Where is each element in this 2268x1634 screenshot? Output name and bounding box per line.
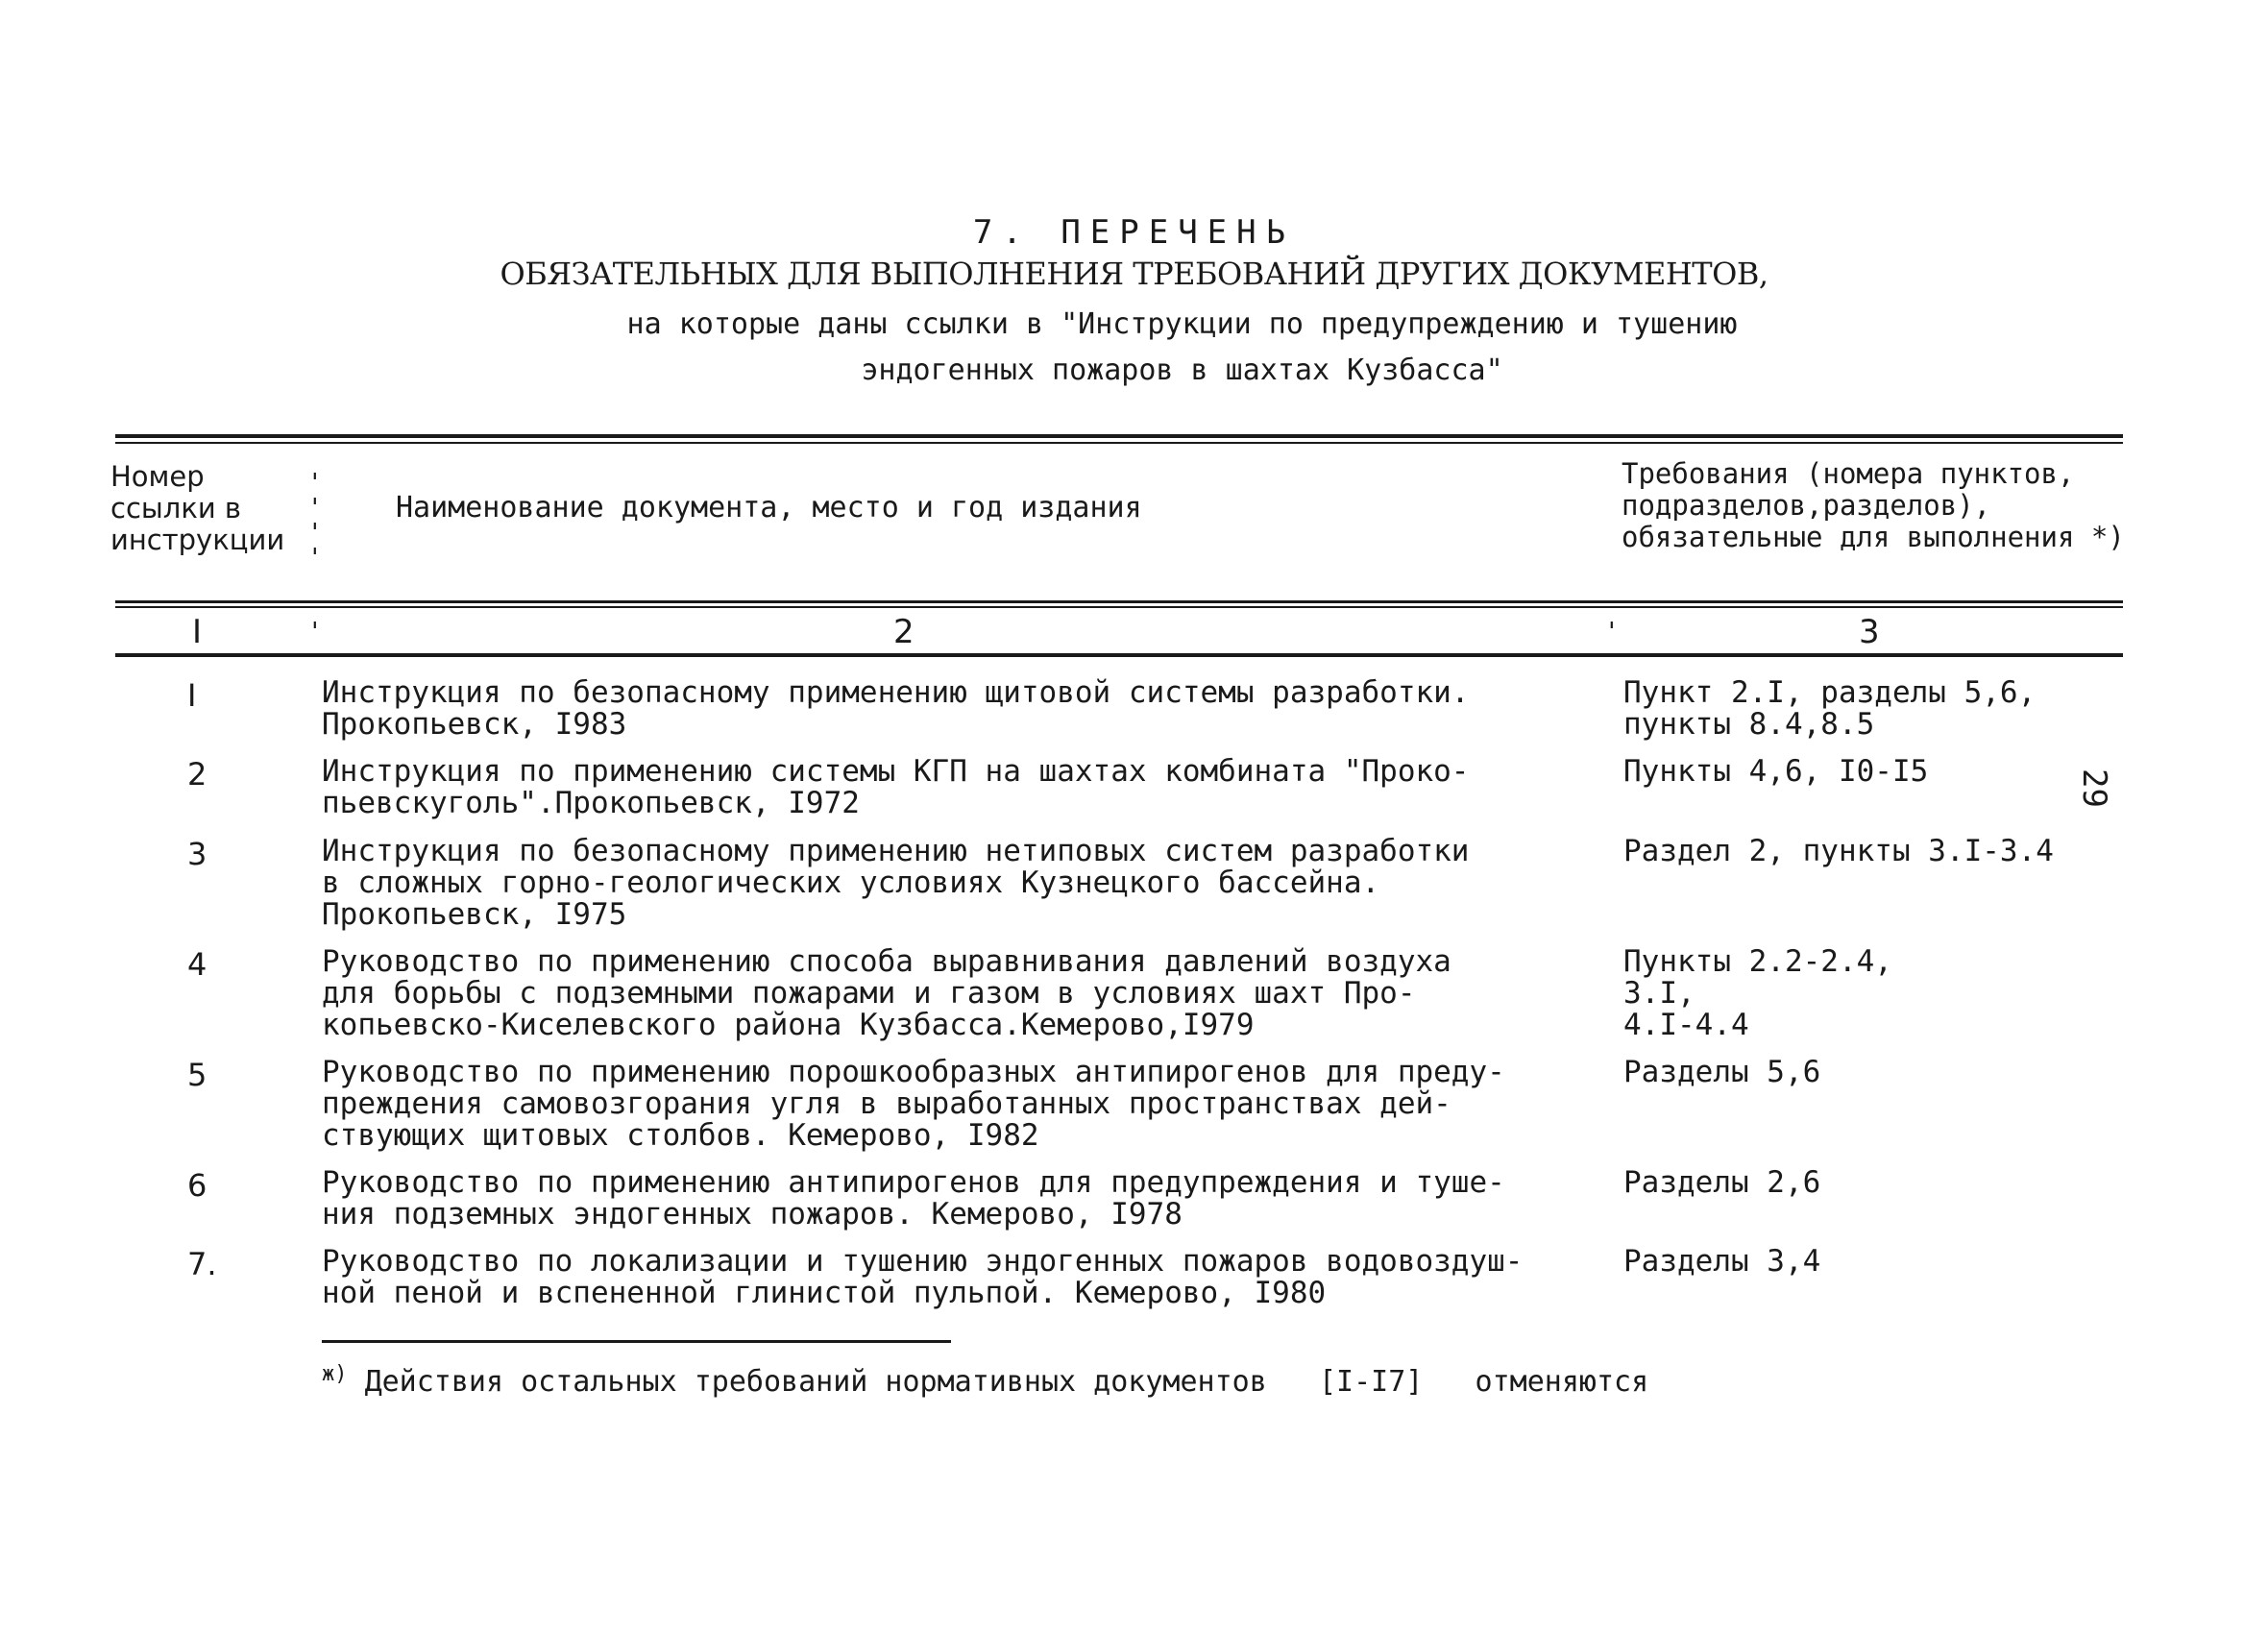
page-title: 7. ПЕРЕЧЕНЬ — [972, 213, 1296, 252]
row-document: Руководство по локализации и тушению эндогенных пожаров водовоздуш- ной пеной и вспененной глинистой пульпой. Кемерово, I980 — [322, 1244, 1524, 1310]
row-requirements: Разделы 5,6 — [1623, 1055, 1821, 1089]
row-number: 7. — [187, 1246, 217, 1282]
table-top-rule — [115, 434, 2123, 438]
row-requirements: Разделы 2,6 — [1623, 1165, 1821, 1200]
footnote-range: [I-I7] — [1318, 1365, 1424, 1399]
footnote — [322, 1362, 1648, 1399]
column-separator: ' ' ' ' — [307, 469, 323, 573]
row-number: 5 — [187, 1057, 207, 1093]
row-number: 2 — [187, 756, 207, 793]
footnote-rule — [322, 1340, 951, 1343]
page-number: 29 — [2075, 768, 2113, 808]
column-number-2: 2 — [893, 613, 915, 651]
row-document: Руководство по применению антипирогенов для предупреждения и туше- ния подземных эндогенных пожаров. Кемерово, I978 — [322, 1165, 1505, 1232]
footnote-text: Действия остальных требований нормативных документов — [364, 1365, 1267, 1399]
header-requirements: Требования (номера пунктов, подразделов,разделов), обязательные для выполнения *) — [1622, 457, 2125, 553]
column-number-3: 3 — [1859, 613, 1880, 651]
row-document: Руководство по применению порошкообразных антипирогенов для преду- преждения самовозгорания угля в выработанных пространствах дей- ствующих щитовых столбов. Кемерово, I982 — [322, 1055, 1505, 1153]
footnote-tail: отменяются — [1475, 1365, 1649, 1399]
column-separator: ' — [1604, 618, 1620, 646]
row-number: I — [187, 677, 197, 714]
subtitle-line-3: на которые даны ссылки в "Инструкции по предупреждению и тушению — [626, 307, 1738, 341]
table-top-rule-thin — [115, 442, 2123, 444]
subtitle-line-4: эндогенных пожаров в шахтах Кузбасса" — [861, 354, 1503, 387]
column-numbers-rule — [115, 653, 2123, 657]
row-document: Инструкция по безопасному применению щитовой системы разработки. Прокопьевск, I983 — [322, 675, 1470, 742]
row-requirements: Раздел 2, пункты 3.I-3.4 — [1623, 834, 2054, 868]
row-document: Инструкция по безопасному применению нетиповых систем разработки в сложных горно-геологических условиях Кузнецкого бассейна. Прокопьевск, I975 — [322, 834, 1470, 932]
row-requirements: Пункты 4,6, I0-I5 — [1623, 754, 1929, 789]
row-number: 6 — [187, 1167, 207, 1204]
header-document-name: Наименование документа, место и год издания — [396, 491, 1142, 524]
row-document: Инструкция по применению системы КГП на шахтах комбината "Проко- пьевскуголь".Прокопьевск, I972 — [322, 754, 1470, 820]
row-number: 4 — [187, 946, 207, 983]
row-requirements: Пункты 2.2-2.4, 3.I, 4.I-4.4 — [1623, 944, 1892, 1042]
row-requirements: Разделы 3,4 — [1623, 1244, 1821, 1279]
row-requirements: Пункт 2.I, разделы 5,6, пункты 8.4,8.5 — [1623, 675, 2036, 742]
column-separator: ' — [307, 618, 323, 646]
header-bottom-rule-thin — [115, 606, 2123, 608]
page-subtitle: ОБЯЗАТЕЛЬНЫХ ДЛЯ ВЫПОЛНЕНИЯ ТРЕБОВАНИЙ ДРУГИХ ДОКУМЕНТОВ, — [500, 256, 1768, 292]
row-document: Руководство по применению способа выравнивания давлений воздуха для борьбы с подземными пожарами и газом в условиях шахт Про- копьевско-Киселевского района Кузбасса.Кемерово,I979 — [322, 944, 1451, 1042]
header-reference-number: Номер ссылки в инструкции — [110, 460, 285, 556]
footnote-marker: ж) — [322, 1362, 348, 1386]
row-number: 3 — [187, 836, 207, 872]
column-number-1: I — [192, 613, 203, 651]
header-bottom-rule — [115, 600, 2123, 603]
